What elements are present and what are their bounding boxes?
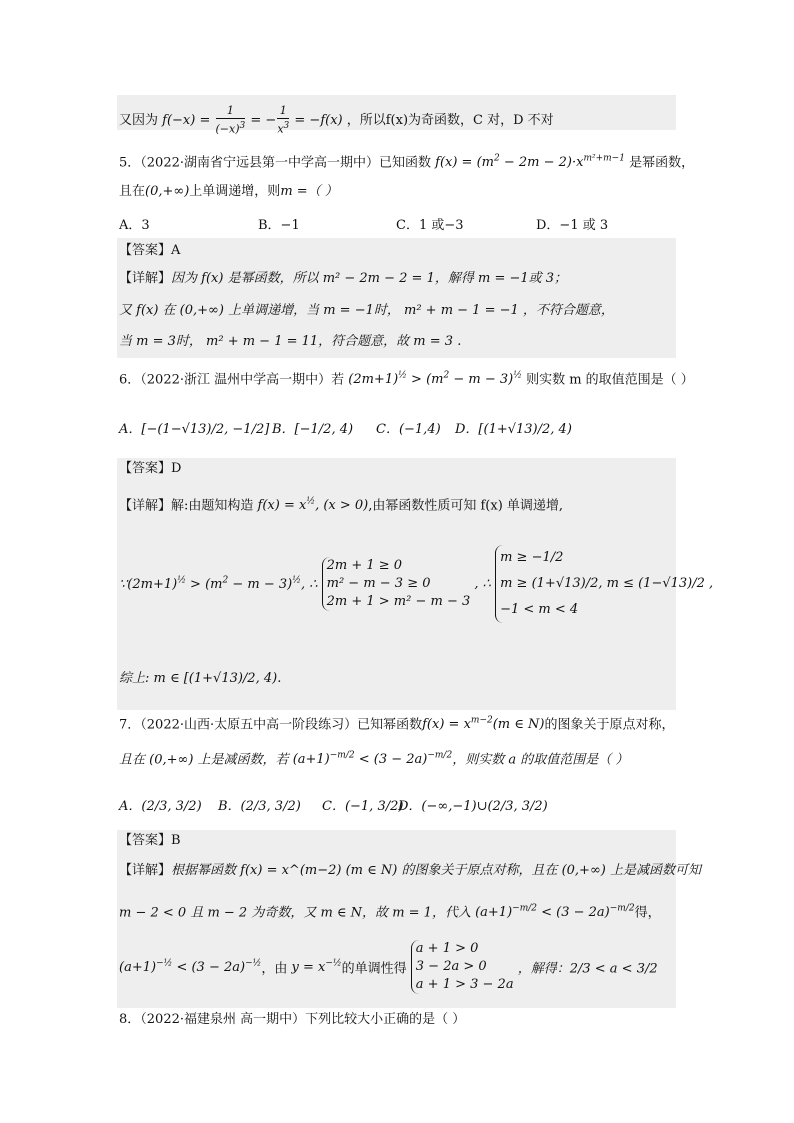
q6-option-a[interactable]: A．[−(1−√13)/2, −1/2]: [119, 422, 270, 437]
q7-y-fn: $y = x^{-\frac{1}{2}}$: [291, 958, 342, 976]
q5-option-a[interactable]: A．3: [119, 218, 150, 233]
q7-option-c[interactable]: C．(−1, 3/2): [322, 799, 404, 814]
q7-option-a[interactable]: A．(2/3, 3/2): [119, 799, 202, 814]
q5-detail-3: 当 m = 3时， m² + m − 1 = 11，符合题意，故 m = 3 .: [119, 334, 462, 349]
q7-stem-1b: 的图象关于原点对称，: [544, 717, 675, 733]
prev-tail-suffix: ，所以f(x)为奇函数，C 对，D 不对: [346, 112, 554, 128]
q5-option-d[interactable]: D．−1 或 3: [536, 218, 609, 233]
q6-sys-a-3: 2m + 1 > m² − m − 3: [326, 594, 471, 609]
q7-inequality: $(a+1)^{-m/2} < (3 - 2a)^{-m/2}$: [292, 751, 453, 768]
q6-inequality: $(2m+1)^{\frac{1}{2}} > (m^2 - m - 3)^{\frac{1}{2}}$: [348, 371, 522, 388]
q7-answer: 【答案】B: [119, 833, 181, 848]
q6-stem-text: 6．（2022·浙江 温州中学高一期中）若: [119, 372, 345, 388]
q6-option-b[interactable]: B．[−1/2, 4): [272, 422, 354, 437]
q6-detail-1-suffix: ,由幂函数性质可知 f(x) 单调递增,: [368, 498, 564, 514]
q5-detail-label: 【详解】: [119, 271, 172, 286]
q7-fn: $f(x) = x^{m-2}(m$ ∈ N): [422, 716, 545, 733]
q7-detail-1: [119, 862, 701, 880]
q6-detail-2: [119, 545, 713, 623]
q5-stem-line-2: [119, 183, 338, 201]
q7-detail-1-text: 根据幂函数 f(x) = x^(m−2) (m ∈ N) 的图象关于原点对称，且在 (0,+∞) 上是减函数可知: [171, 863, 701, 878]
q5-detail-2: 又 f(x) 在 (0,+∞) 上单调递增，当 m = −1时， m² + m − 1 = −1 ，不符合题意，: [119, 303, 614, 318]
q7-reduced: $(a+1)^{-\frac{1}{2}} < (3 - 2a)^{-\frac{1}{2}}$: [119, 958, 262, 976]
q6-sys-b-1: m ≥ −1/2: [500, 550, 564, 565]
q6-sys-a-1: 2m + 1 ≥ 0: [326, 558, 403, 573]
q7-option-d[interactable]: D．(−∞,−1)∪(2/3, 3/2): [398, 799, 548, 814]
q6-sys-b-3: −1 < m < 4: [500, 602, 579, 617]
q7-option-b[interactable]: B．(2/3, 3/2): [218, 799, 301, 814]
q6-answer: 【答案】D: [119, 461, 182, 476]
q7-stem-line-1: [119, 712, 674, 734]
q7-stem-2: 且在 (0,+∞) 上是减函数，若: [119, 752, 289, 768]
q6-sys-a-2: m² − m − 3 ≥ 0: [326, 576, 431, 591]
q6-option-c[interactable]: C．(−1,4): [376, 422, 441, 437]
q8-stem: 8．（2022·福建泉州 高一期中）下列比较大小正确的是（ ）: [119, 1012, 466, 1027]
q5-stem-suffix: 是幂函数，: [629, 155, 695, 171]
q7-detail-2-text: m − 2 < 0 且 m − 2 为奇数，又 m ∈ N，故 m = 1，代入: [119, 905, 471, 921]
q7-detail-2: [119, 900, 661, 922]
q7-stem-1: 7．（2022·山西·太原五中高一阶段练习）已知幂函数: [119, 717, 423, 733]
q6-option-d[interactable]: D．[(1+√13)/2, 4): [455, 422, 572, 437]
q7-stem-line-2: [119, 747, 628, 769]
q7-result: ，解得：2/3 < a < 3/2: [517, 961, 658, 977]
q7-detail-3b: ，由: [261, 961, 288, 977]
q6-therefore: , ∴: [474, 576, 491, 592]
q5-formula: $f(x) = (m^2 - 2m - 2)\cdot x^{m^2+m-1}$: [435, 154, 625, 171]
q5-stem-line-1: [119, 150, 694, 172]
q7-detail-label: 【详解】: [119, 863, 172, 878]
q7-detail-3: [119, 940, 658, 994]
q5-stem: 5．（2022·湖南省宁远县第一中学高一期中）已知函数: [119, 155, 431, 171]
prev-tail-formula: f(−x) = $\frac{1}{(-x)^3}$ = − $\frac{1}{x^3}$ = −f(x): [162, 104, 347, 136]
q5-stem-2a: 且在: [119, 184, 146, 199]
q6-stem: [119, 367, 694, 389]
q6-system-b: [495, 545, 713, 623]
q6-system-a: [322, 557, 471, 611]
q6-because: $\because(2m+1)^{\frac{1}{2}} > (m^2 - m - 3)^{\frac{1}{2}}$, ∴: [119, 575, 318, 593]
q6-detail-1: [119, 493, 563, 515]
q7-sys-2: 3 − 2a > 0: [415, 959, 487, 974]
q7-sys-3: a + 1 > 3 − 2a: [415, 977, 514, 992]
q6-sys-b-2: m ≥ (1+√13)/2, m ≤ (1−√13)/2 ,: [500, 576, 714, 591]
q7-system: [411, 940, 514, 994]
q7-stem-2b: ，则实数 a 的取值范围是（ ）: [452, 752, 629, 768]
q7-substituted: $(a+1)^{-m/2} < (3 - 2a)^{-m/2}$: [475, 904, 635, 921]
q5-answer: 【答案】A: [119, 243, 181, 258]
q5-interval: (0,+∞): [145, 184, 190, 199]
q6-conclusion: 综上: m ∈ [(1+√13)/2, 4).: [119, 671, 282, 686]
q6-construct-fn: $f(x) = x^{\frac{1}{2}}$, (x > 0): [257, 497, 369, 514]
q5-option-b[interactable]: B．−1: [258, 218, 300, 233]
q6-stem-tail: 则实数 m 的取值范围是（ ）: [526, 372, 694, 388]
q5-detail-1: [119, 270, 567, 288]
q5-detail-text-1: 因为 f(x) 是幂函数，所以 m² − 2m − 2 = 1，解得 m = −1或 3；: [171, 271, 568, 286]
q5-stem-2c: m =（ ）: [280, 184, 338, 199]
q5-stem-2b: 上单调递增，则: [189, 184, 281, 199]
q7-detail-3c: 的单调性得: [341, 961, 407, 977]
prev-tail-prefix: 又因为: [119, 112, 159, 128]
q5-option-c[interactable]: C．1 或−3: [396, 218, 464, 233]
q7-sys-1: a + 1 > 0: [415, 941, 479, 956]
q6-detail-label: 【详解】: [119, 498, 172, 514]
q7-detail-2b: 得，: [634, 905, 661, 921]
q6-detail-1-text: 解:由题知构造: [171, 498, 254, 514]
prev-tail-line: [119, 104, 554, 137]
